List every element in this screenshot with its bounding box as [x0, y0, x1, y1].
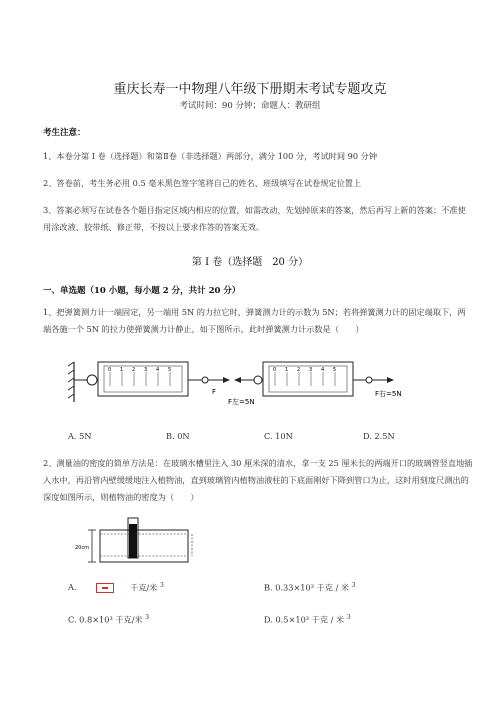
- scale-digit: 3: [144, 367, 148, 373]
- scale-digit: 0: [108, 367, 112, 373]
- q1-option-a[interactable]: A. 5N: [68, 431, 92, 441]
- q1-option-b[interactable]: B. 0N: [166, 431, 190, 441]
- notice-item-1: 1、本卷分第 I 卷（选择题）和第Ⅱ卷（非选择题）两部分，满分 100 分，考试时间 90 分钟: [43, 151, 378, 161]
- fixed-wall: [68, 362, 74, 402]
- scale-digit: 1: [285, 367, 289, 373]
- q1-option-d[interactable]: D. 2.5N: [363, 431, 395, 441]
- question-2-text: 2、测量油的密度的简单方法是：在玻璃水槽里注入 30 厘米深的清水，拿一支 25 厘米长的两端开口的玻璃管竖直地插入水中，再沿管内壁缓缓地注入植物油，直到玻璃管内植物油液柱的下底面刚好下降到管口为止，这时用刻度尺测出的深度如图所示，则植物油的密度为（ ）: [43, 458, 473, 502]
- force-label-right: F右=5N: [375, 390, 402, 398]
- q1-option-c[interactable]: C. 10N: [264, 431, 293, 441]
- scale-digit: 5: [333, 367, 337, 373]
- q2-option-c[interactable]: C. 0.8×10³ 千克/米 $^3$: [68, 614, 150, 625]
- notice-item-3: 3、答案必须写在试卷各个题目指定区域内相应的位置，如需改动，先划掉原来的答案，然后再写上新的答案；不准使用涂改液、胶带纸、修正带，不按以上要求作答的答案无效。: [43, 205, 466, 232]
- depth-label: 20cm: [75, 545, 89, 551]
- scale-digit: 4: [321, 367, 325, 373]
- force-label-f: F: [212, 388, 217, 396]
- notice-item-2: 2、答卷前，考生务必用 0.5 毫米黑色签字笔将自己的姓名、班级填写在试卷规定位置上: [43, 178, 362, 188]
- scale-digit: 2: [132, 367, 136, 373]
- exam-title: 重庆长寿一中物理八年级下册期末考试专题攻克: [113, 82, 387, 97]
- q2-option-b[interactable]: B. 0.33×10³ 千克 / 米 $^3$: [264, 582, 356, 593]
- scale-digit: 2: [297, 367, 301, 373]
- q2-option-a-label[interactable]: A.: [68, 582, 77, 592]
- scale-digit: 5: [168, 367, 172, 373]
- scale-digit: 4: [156, 367, 160, 373]
- oil-tank-figure: [72, 516, 202, 568]
- scale-digit: 1: [120, 367, 124, 373]
- exam-subtitle: 考试时间：90 分钟；命题人：教研组: [179, 101, 321, 111]
- scale-digit: 0: [273, 367, 277, 373]
- part-heading: 一、单选题（10 小题，每小题 2 分，共计 20 分）: [43, 286, 241, 296]
- spring-scale-figure: [60, 352, 440, 414]
- section-title: 第 I 卷（选择题 20 分）: [191, 257, 309, 268]
- scale-digit: 3: [309, 367, 313, 373]
- oil-column: [129, 524, 137, 558]
- notice-heading: 考生注意：: [43, 128, 86, 138]
- water-tank: [100, 530, 188, 562]
- spring-scale-left: [98, 362, 188, 396]
- q2-option-a-image: [96, 583, 114, 593]
- spring-scale-right: [263, 362, 353, 396]
- question-1-text: 1、把弹簧测力计一端固定，另一端用 5N 的力拉它时，弹簧测力计的示数为 5N；若将弹簧测力计的固定端取下，两端各施一个 5N 的拉力使弹簧测力计静止，如下图所示，此时弹簧测力计示数是（ ）: [43, 307, 466, 334]
- q2-option-a-unit: 千克/米 $^3$: [130, 582, 164, 593]
- q2-option-d[interactable]: D. 0.5×10³ 千克 / 米 $^3$: [264, 614, 351, 625]
- force-label-left: F左=5N: [228, 398, 255, 406]
